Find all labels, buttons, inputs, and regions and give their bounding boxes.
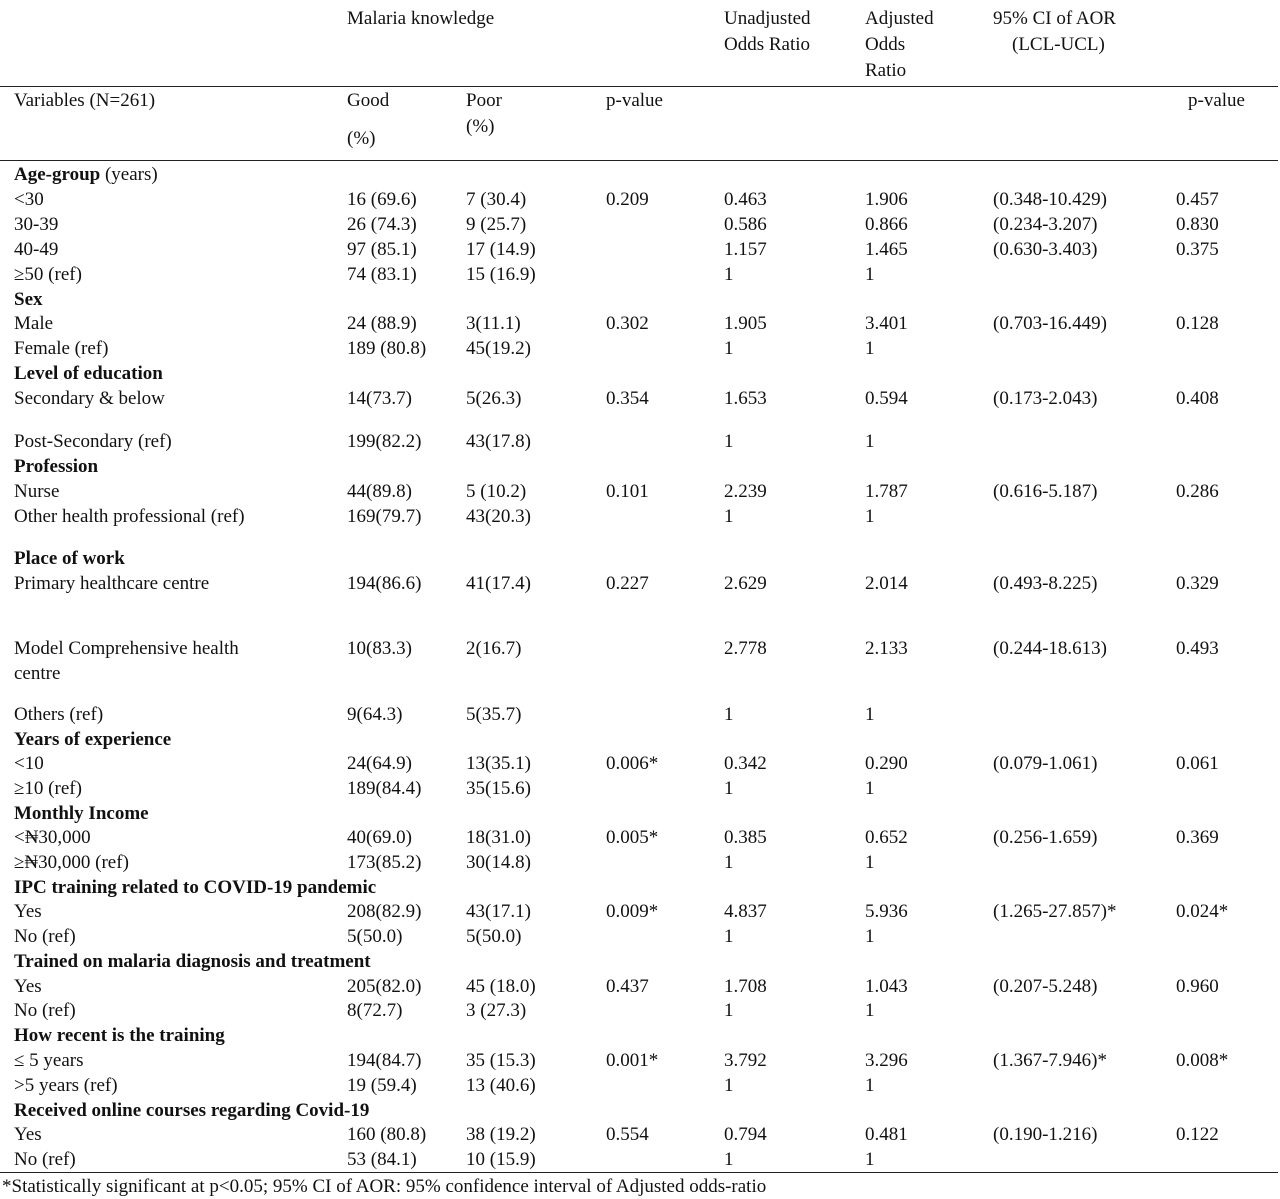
group-header-label: Monthly Income <box>14 803 149 824</box>
cell-ci: (0.244-18.613) <box>993 638 1107 659</box>
row-variable-label: Post-Secondary (ref) <box>14 431 172 452</box>
header-unadjusted-line2: Odds Ratio <box>724 34 811 55</box>
cell-good: 26 (74.3) <box>347 214 417 235</box>
cell-p2: 0.960 <box>1176 976 1219 997</box>
group-header-label: Received online courses regarding Covid-19 <box>14 1100 370 1121</box>
cell-ci: (1.265-27.857)* <box>993 901 1117 922</box>
group-header <box>14 1023 225 1048</box>
row-variable-label: Female (ref) <box>14 338 109 359</box>
cell-aor: 1 <box>865 852 875 873</box>
group-header-label: IPC training related to COVID-19 pandemic <box>14 877 377 898</box>
cell-uor: 0.342 <box>724 753 767 774</box>
cell-good: 74 (83.1) <box>347 264 417 285</box>
cell-aor: 1 <box>865 926 875 947</box>
row-variable-label: <10 <box>14 753 44 774</box>
cell-ci: (0.207-5.248) <box>993 976 1098 997</box>
cell-poor: 38 (19.2) <box>466 1124 536 1145</box>
cell-good: 189(84.4) <box>347 778 422 799</box>
cell-uor: 1 <box>724 926 734 947</box>
cell-uor: 1 <box>724 338 734 359</box>
group-header <box>14 162 158 187</box>
row-variable-label: Others (ref) <box>14 704 104 725</box>
header-pvalue: p-value <box>606 90 663 111</box>
group-header <box>14 546 125 571</box>
cell-poor: 5 (10.2) <box>466 481 527 502</box>
cell-poor: 35(15.6) <box>466 778 531 799</box>
cell-p2: 0.493 <box>1176 638 1219 659</box>
cell-p2: 0.329 <box>1176 573 1219 594</box>
cell-poor: 13 (40.6) <box>466 1075 536 1096</box>
row-variable-label: 40-49 <box>14 239 59 260</box>
header-rule-bottom <box>0 160 1278 161</box>
cell-aor: 1 <box>865 704 875 725</box>
cell-good: 16 (69.6) <box>347 189 417 210</box>
cell-uor: 1.157 <box>724 239 767 260</box>
header-poor-line1: Poor <box>466 90 502 111</box>
group-header-qualifier: (years) <box>100 164 158 185</box>
group-header <box>14 1098 369 1123</box>
cell-good: 173(85.2) <box>347 852 422 873</box>
group-header-label: Sex <box>14 289 43 310</box>
header-good-line2: (%) <box>347 128 376 149</box>
cell-uor: 1 <box>724 1149 734 1170</box>
cell-good: 14(73.7) <box>347 388 412 409</box>
row-variable-label: Secondary & below <box>14 388 165 409</box>
cell-good: 205(82.0) <box>347 976 422 997</box>
header-variables: Variables (N=261) <box>14 90 156 111</box>
header-adjusted-line3: Ratio <box>865 60 907 81</box>
cell-aor: 0.652 <box>865 827 908 848</box>
header-poor-line2: (%) <box>466 116 495 137</box>
cell-ci: (0.493-8.225) <box>993 573 1098 594</box>
cell-aor: 5.936 <box>865 901 908 922</box>
group-header-label: Level of education <box>14 363 163 384</box>
cell-ci: (0.616-5.187) <box>993 481 1098 502</box>
cell-uor: 1 <box>724 431 734 452</box>
cell-uor: 1.653 <box>724 388 767 409</box>
cell-aor: 2.014 <box>865 573 908 594</box>
cell-ci: (0.234-3.207) <box>993 214 1098 235</box>
group-header-label: Profession <box>14 456 99 477</box>
cell-uor: 0.794 <box>724 1124 767 1145</box>
row-variable-label: Primary healthcare centre <box>14 573 210 594</box>
cell-aor: 1 <box>865 506 875 527</box>
header-ci-line2: (LCL-UCL) <box>1012 34 1105 55</box>
cell-good: 8(72.7) <box>347 1000 403 1021</box>
row-variable-label: <30 <box>14 189 44 210</box>
cell-uor: 1 <box>724 506 734 527</box>
cell-aor: 1.787 <box>865 481 908 502</box>
cell-uor: 3.792 <box>724 1050 767 1071</box>
cell-aor: 3.296 <box>865 1050 908 1071</box>
cell-aor: 0.866 <box>865 214 908 235</box>
cell-good: 44(89.8) <box>347 481 412 502</box>
cell-ci: (0.703-16.449) <box>993 313 1107 334</box>
group-header <box>14 875 376 900</box>
cell-good: 53 (84.1) <box>347 1149 417 1170</box>
row-variable-label: ≥₦30,000 (ref) <box>14 852 129 873</box>
cell-p: 0.101 <box>606 481 649 502</box>
cell-poor: 10 (15.9) <box>466 1149 536 1170</box>
row-variable-label: No (ref) <box>14 1149 76 1170</box>
cell-ci: (0.348-10.429) <box>993 189 1107 210</box>
row-variable-label: ≥10 (ref) <box>14 778 82 799</box>
cell-good: 97 (85.1) <box>347 239 417 260</box>
cell-poor: 45(19.2) <box>466 338 531 359</box>
cell-good: 194(84.7) <box>347 1050 422 1071</box>
cell-aor: 1 <box>865 431 875 452</box>
cell-uor: 0.586 <box>724 214 767 235</box>
cell-uor: 2.629 <box>724 573 767 594</box>
cell-p: 0.005* <box>606 827 659 848</box>
cell-uor: 1 <box>724 1075 734 1096</box>
row-variable-label: Nurse <box>14 481 60 502</box>
cell-p: 0.006* <box>606 753 659 774</box>
cell-p2: 0.286 <box>1176 481 1219 502</box>
cell-aor: 1 <box>865 338 875 359</box>
header-rule-top <box>0 86 1278 87</box>
cell-uor: 0.385 <box>724 827 767 848</box>
cell-p: 0.009* <box>606 901 659 922</box>
cell-good: 189 (80.8) <box>347 338 427 359</box>
group-header-label: Age-group <box>14 164 101 185</box>
cell-poor: 43(20.3) <box>466 506 531 527</box>
group-header <box>14 287 43 312</box>
row-variable-label: Yes <box>14 1124 42 1145</box>
cell-poor: 30(14.8) <box>466 852 531 873</box>
cell-uor: 2.239 <box>724 481 767 502</box>
cell-good: 24(64.9) <box>347 753 412 774</box>
cell-good: 199(82.2) <box>347 431 422 452</box>
cell-uor: 4.837 <box>724 901 767 922</box>
cell-p2: 0.008* <box>1176 1050 1229 1071</box>
cell-ci: (0.190-1.216) <box>993 1124 1098 1145</box>
row-variable-label: 30-39 <box>14 214 59 235</box>
cell-p2: 0.024* <box>1176 901 1229 922</box>
cell-p: 0.437 <box>606 976 649 997</box>
cell-aor: 3.401 <box>865 313 908 334</box>
row-variable-label: Yes <box>14 901 42 922</box>
row-variable-label: ≤ 5 years <box>14 1050 84 1071</box>
row-variable-label: >5 years (ref) <box>14 1075 118 1096</box>
cell-uor: 0.463 <box>724 189 767 210</box>
group-header <box>14 361 163 386</box>
cell-poor: 5(26.3) <box>466 388 522 409</box>
cell-p2: 0.830 <box>1176 214 1219 235</box>
cell-poor: 5(50.0) <box>466 926 522 947</box>
cell-aor: 0.481 <box>865 1124 908 1145</box>
group-header <box>14 801 149 826</box>
cell-good: 40(69.0) <box>347 827 412 848</box>
cell-poor: 18(31.0) <box>466 827 531 848</box>
cell-good: 9(64.3) <box>347 704 403 725</box>
row-variable-label: Male <box>14 313 54 334</box>
group-header-label: Years of experience <box>14 729 172 750</box>
cell-poor: 45 (18.0) <box>466 976 536 997</box>
cell-p2: 0.122 <box>1176 1124 1219 1145</box>
cell-uor: 1 <box>724 704 734 725</box>
header-adjusted-line1: Adjusted <box>865 8 934 29</box>
cell-p2: 0.369 <box>1176 827 1219 848</box>
cell-p2: 0.375 <box>1176 239 1219 260</box>
cell-p: 0.354 <box>606 388 649 409</box>
group-header-label: Trained on malaria diagnosis and treatment <box>14 951 371 972</box>
cell-poor: 17 (14.9) <box>466 239 536 260</box>
row-variable-label: No (ref) <box>14 926 76 947</box>
header-ci-line1: 95% CI of AOR <box>993 8 1116 29</box>
group-header-label: How recent is the training <box>14 1025 225 1046</box>
cell-uor: 1.905 <box>724 313 767 334</box>
cell-ci: (0.256-1.659) <box>993 827 1098 848</box>
cell-p2: 0.408 <box>1176 388 1219 409</box>
cell-p2: 0.061 <box>1176 753 1219 774</box>
header-pvalue-adjusted: p-value <box>1188 90 1245 111</box>
table-rule-bottom <box>0 1172 1278 1173</box>
cell-aor: 1.906 <box>865 189 908 210</box>
cell-p: 0.209 <box>606 189 649 210</box>
cell-ci: (0.630-3.403) <box>993 239 1098 260</box>
row-variable-label: <₦30,000 <box>14 827 91 848</box>
cell-good: 24 (88.9) <box>347 313 417 334</box>
cell-p: 0.001* <box>606 1050 659 1071</box>
cell-good: 194(86.6) <box>347 573 422 594</box>
row-variable-label: Yes <box>14 976 42 997</box>
cell-good: 169(79.7) <box>347 506 422 527</box>
cell-poor: 3(11.1) <box>466 313 521 334</box>
cell-aor: 1.043 <box>865 976 908 997</box>
cell-poor: 2(16.7) <box>466 638 522 659</box>
header-malaria-knowledge: Malaria knowledge <box>347 8 495 29</box>
group-header <box>14 727 171 752</box>
cell-aor: 1 <box>865 1000 875 1021</box>
group-header <box>14 949 371 974</box>
footnote: *Statistically significant at p<0.05; 95% CI of AOR: 95% confidence interval of Adjusted odds-ratio <box>2 1176 767 1197</box>
header-unadjusted-line1: Unadjusted <box>724 8 811 29</box>
cell-good: 160 (80.8) <box>347 1124 427 1145</box>
row-variable-label: Model Comprehensive health centre <box>14 638 239 684</box>
header-good-line1: Good <box>347 90 390 111</box>
row-variable-label: No (ref) <box>14 1000 76 1021</box>
cell-poor: 43(17.8) <box>466 431 531 452</box>
cell-uor: 1 <box>724 778 734 799</box>
cell-uor: 1.708 <box>724 976 767 997</box>
cell-uor: 1 <box>724 1000 734 1021</box>
cell-aor: 1.465 <box>865 239 908 260</box>
cell-poor: 5(35.7) <box>466 704 522 725</box>
cell-good: 208(82.9) <box>347 901 422 922</box>
cell-ci: (0.079-1.061) <box>993 753 1098 774</box>
row-variable-label: ≥50 (ref) <box>14 264 82 285</box>
cell-aor: 1 <box>865 1149 875 1170</box>
cell-good: 10(83.3) <box>347 638 412 659</box>
cell-poor: 7 (30.4) <box>466 189 527 210</box>
cell-poor: 9 (25.7) <box>466 214 527 235</box>
cell-poor: 15 (16.9) <box>466 264 536 285</box>
cell-good: 5(50.0) <box>347 926 403 947</box>
cell-aor: 0.290 <box>865 753 908 774</box>
group-header-label: Place of work <box>14 548 125 569</box>
cell-ci: (1.367-7.946)* <box>993 1050 1107 1071</box>
cell-uor: 2.778 <box>724 638 767 659</box>
cell-poor: 41(17.4) <box>466 573 531 594</box>
cell-poor: 3 (27.3) <box>466 1000 527 1021</box>
cell-aor: 2.133 <box>865 638 908 659</box>
cell-good: 19 (59.4) <box>347 1075 417 1096</box>
cell-poor: 35 (15.3) <box>466 1050 536 1071</box>
cell-p: 0.302 <box>606 313 649 334</box>
cell-ci: (0.173-2.043) <box>993 388 1098 409</box>
cell-uor: 1 <box>724 264 734 285</box>
cell-poor: 13(35.1) <box>466 753 531 774</box>
cell-aor: 1 <box>865 1075 875 1096</box>
cell-p: 0.227 <box>606 573 649 594</box>
cell-aor: 1 <box>865 778 875 799</box>
header-adjusted-line2: Odds <box>865 34 906 55</box>
group-header <box>14 454 98 479</box>
cell-p2: 0.457 <box>1176 189 1219 210</box>
cell-aor: 0.594 <box>865 388 908 409</box>
cell-p2: 0.128 <box>1176 313 1219 334</box>
cell-uor: 1 <box>724 852 734 873</box>
cell-p: 0.554 <box>606 1124 649 1145</box>
cell-aor: 1 <box>865 264 875 285</box>
cell-poor: 43(17.1) <box>466 901 531 922</box>
row-variable-label: Other health professional (ref) <box>14 506 245 527</box>
